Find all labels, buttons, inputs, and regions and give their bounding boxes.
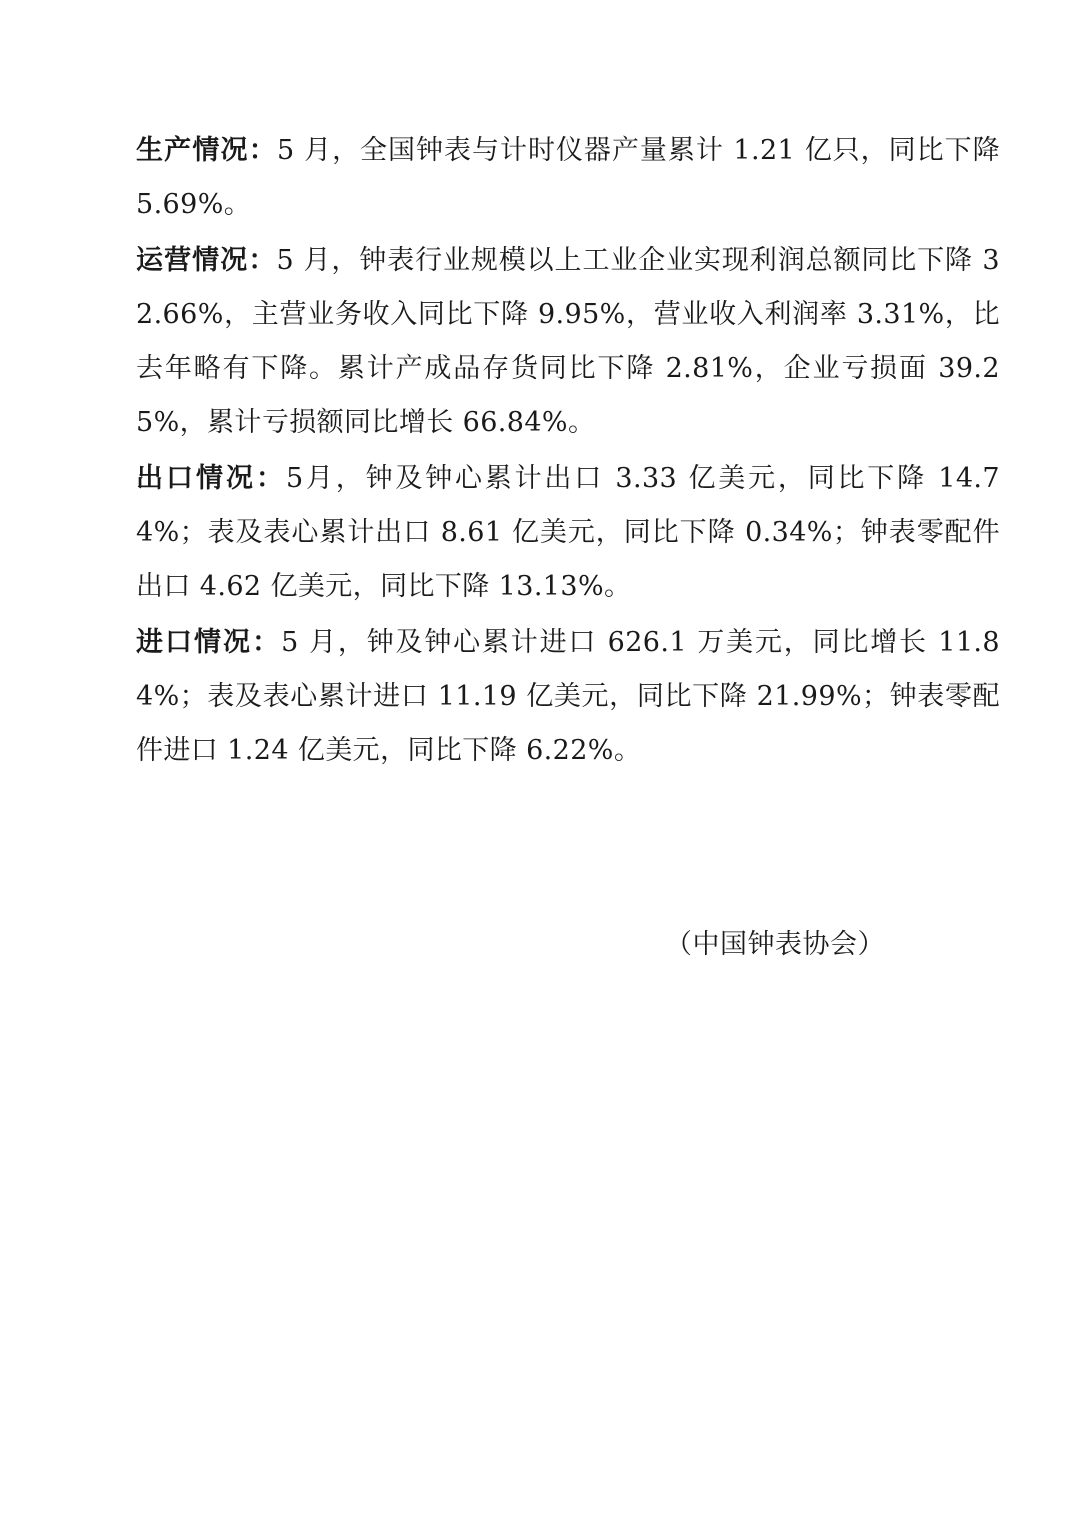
import-label: 进口情况： <box>136 626 282 658</box>
import-section <box>136 616 1000 779</box>
operations-label: 运营情况： <box>136 244 277 276</box>
operations-section <box>136 234 1000 451</box>
signature: （中国钟表协会） <box>665 929 885 960</box>
export-text: 5月，钟及钟心累计出口 3.33 亿美元，同比下降 14.74%；表及表心累计出口 8.61 亿美元，同比下降 0.34%；钟表零配件出口 4.62 亿美元，同比下降 13.13%。 <box>136 462 1000 603</box>
operations-text: 5 月，钟表行业规模以上工业企业实现利润总额同比下降 32.66%，主营业务收入同比下降 9.95%，营业收入利润率 3.31%，比去年略有下降。累计产成品存货同比下降 2.81%，企业亏损面 39.25%，累计亏损额同比增长 66.84%。 <box>136 244 1000 439</box>
import-text: 5 月，钟及钟心累计进口 626.1 万美元，同比增长 11.84%；表及表心累计进口 11.19 亿美元，同比下降 21.99%；钟表零配件进口 1.24 亿美元，同比下降 6.22%。 <box>136 626 1000 767</box>
export-label: 出口情况： <box>136 462 287 494</box>
document-body <box>136 124 1000 780</box>
production-section <box>136 124 1000 233</box>
export-section <box>136 452 1000 615</box>
production-label: 生产情况： <box>136 135 277 166</box>
production-text: 5 月，全国钟表与计时仪器产量累计 1.21 亿只，同比下降 5.69%。 <box>136 135 1001 221</box>
